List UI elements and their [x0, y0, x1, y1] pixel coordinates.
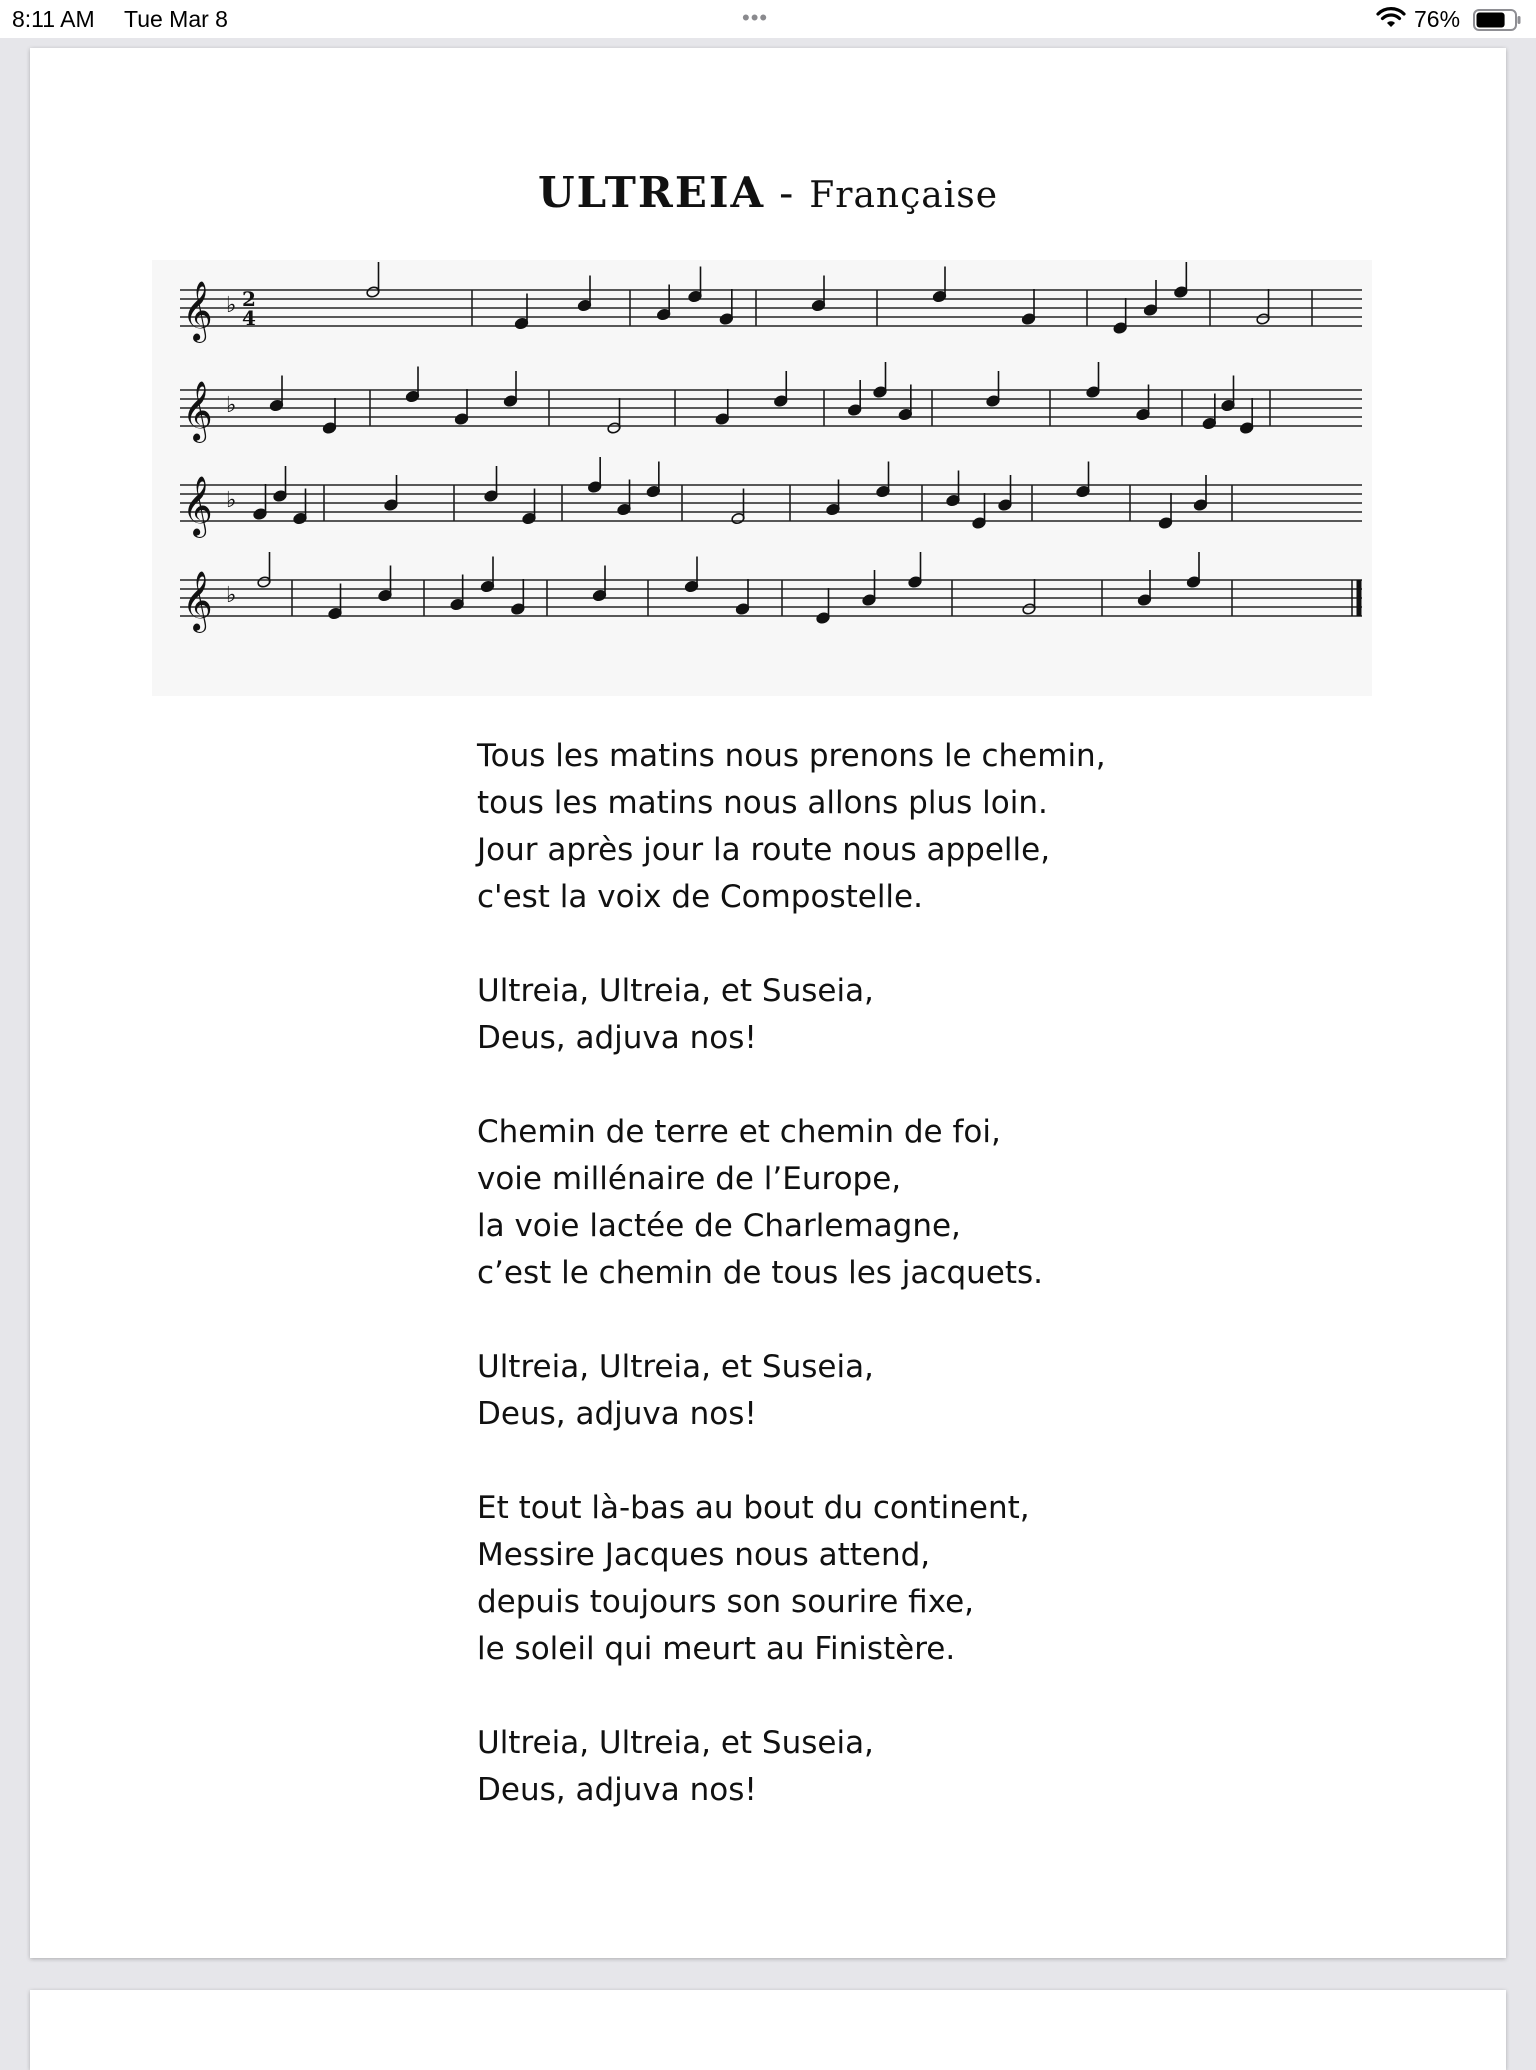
time-signature-top: 2 [242, 287, 256, 311]
lyric-line: Ultreia, Ultreia, et Suseia, [477, 973, 874, 1009]
multitask-dots-icon[interactable]: ••• [742, 5, 769, 30]
lyric-line: c'est la voix de Compostelle. [477, 879, 923, 915]
treble-clef: 𝄞 [182, 571, 213, 631]
key-signature-flat: ♭ [226, 293, 237, 318]
lyric-line: Deus, adjuva nos! [477, 1772, 757, 1808]
lyric-line: Deus, adjuva nos! [477, 1020, 757, 1056]
treble-clef: 𝄞 [182, 281, 213, 341]
lyrics-stanza [477, 1344, 1377, 1438]
status-bar [0, 0, 1536, 38]
battery-icon [1473, 9, 1523, 37]
lyrics [477, 733, 1377, 1861]
lyrics-stanza [477, 968, 1377, 1062]
lyrics-stanza [477, 733, 1377, 921]
lyrics-stanza [477, 1485, 1377, 1673]
time-signature-bottom: 4 [242, 306, 256, 330]
title-separator: - [779, 168, 796, 217]
lyric-line: le soleil qui meurt au Finistère. [477, 1631, 956, 1667]
document-page[interactable] [30, 48, 1506, 1958]
treble-clef: 𝄞 [182, 476, 213, 536]
song-title-language: Française [809, 175, 999, 216]
lyric-line: Ultreia, Ultreia, et Suseia, [477, 1349, 874, 1385]
lyrics-stanza [477, 1720, 1377, 1814]
lyric-line: Chemin de terre et chemin de foi, [477, 1114, 1001, 1150]
lyric-line: c’est le chemin de tous les jacquets. [477, 1255, 1044, 1291]
lyric-line: la voie lactée de Charlemagne, [477, 1208, 961, 1244]
treble-clef: 𝄞 [182, 381, 213, 441]
lyric-line: voie millénaire de l’Europe, [477, 1161, 902, 1197]
battery-percent: 76% [1414, 6, 1461, 32]
lyric-line: tous les matins nous allons plus loin. [477, 785, 1048, 821]
lyric-line: Et tout là-bas au bout du continent, [477, 1490, 1030, 1526]
lyric-line: Deus, adjuva nos! [477, 1396, 757, 1432]
sheet-music-score [152, 260, 1372, 696]
lyric-line: depuis toujours son sourire fixe, [477, 1584, 975, 1620]
lyrics-stanza [477, 1109, 1377, 1297]
status-date: Tue Mar 8 [124, 6, 228, 32]
status-time: 8:11 AM [12, 6, 95, 32]
song-title-name: ULTREIA [537, 168, 766, 217]
song-title [30, 168, 1506, 217]
sheet-music [152, 260, 1372, 696]
key-signature-flat: ♭ [226, 393, 237, 418]
lyric-line: Jour après jour la route nous appelle, [477, 832, 1051, 868]
lyric-line: Messire Jacques nous attend, [477, 1537, 931, 1573]
lyric-line: Ultreia, Ultreia, et Suseia, [477, 1725, 874, 1761]
wifi-icon [1376, 7, 1406, 35]
lyric-line: Tous les matins nous prenons le chemin, [477, 738, 1106, 774]
key-signature-flat: ♭ [226, 583, 237, 608]
key-signature-flat: ♭ [226, 488, 237, 513]
next-document-page[interactable] [30, 1990, 1506, 2070]
